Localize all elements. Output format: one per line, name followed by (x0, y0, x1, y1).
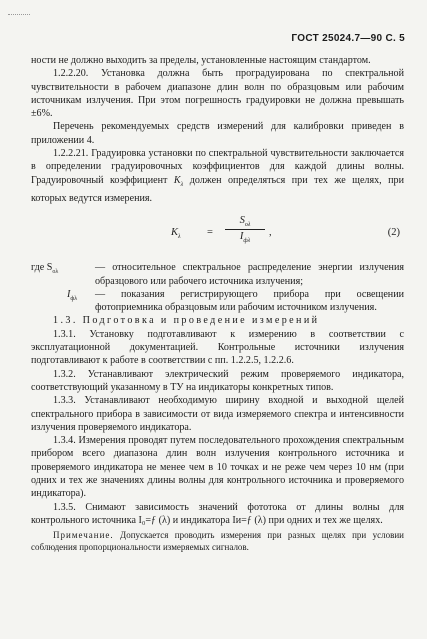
paragraph-1-3-5: 1.3.5. Снимают зависимость значений фототока от длины волны для контрольного источника I₀=ƒ (λ) и индикатора Iи=ƒ (λ) при одних и тех же щелях. (31, 501, 404, 526)
definition-s (31, 261, 404, 288)
note-label: Примечание. (53, 530, 114, 541)
section-heading-1-3: 1.3. Подготовка и проведение измерений (53, 315, 320, 327)
formula-lhs: $K_\lambda$ (171, 227, 181, 241)
formula-number: (2) (387, 227, 400, 239)
coefficient-symbol: $K_\lambda$ (173, 174, 184, 188)
paragraph-1-3-4: 1.3.4. Измерения проводят путем последовательного прохождения спектральным прибором всего диапазона длин волн излучения контрольного источника и проверяемого индикатора не менее чем в 10 точках и не реже чем через 10 нм (при одних и тех же значениях длины волны для контрольного источника и проверяемого индикатора). (31, 435, 404, 500)
corner-mark (8, 14, 30, 15)
formula-fraction (225, 215, 265, 244)
paragraph-1-3-2: 1.3.2. Устанавливают электрический режим проверяемого индикатора, соответствующий указанному в ТУ на индикаторы конкретных типов. (31, 368, 404, 393)
definition-term: $I_{ф\lambda}$ (67, 288, 78, 302)
paragraph-1-3-3: 1.3.3. Устанавливают необходимую ширину входной и выходной щелей спектрального прибора в зависимости от вида измеряемого спектра и интенсивности излучения проверяемого индикатора. (31, 395, 404, 433)
definition-term: где $S_{о\lambda}$ (31, 262, 59, 276)
paragraph-1-2-2-21 (31, 147, 404, 205)
formula-equals: = (207, 227, 213, 239)
definition-i (31, 288, 404, 315)
definition-body: — показания регистрирующего прибора при освещении фотоприемника образцовым или рабочим источником излучения. (95, 288, 404, 314)
note (31, 529, 404, 553)
formula-denominator: $I_{ф\lambda}$ (239, 231, 251, 245)
note-text: Допускается проводить измерения при разных щелях при условии соблюдения пропорциональности измеряемых сигналов. (31, 530, 404, 553)
formula-comma: , (269, 227, 272, 239)
page-header: ГОСТ 25024.7—90 С. 5 (291, 33, 405, 44)
document-body (31, 54, 404, 553)
paragraph-text-b: должен определяться при тех же щелях, при которых ведутся измерения. (31, 174, 405, 204)
paragraph-text-a: 1.2.2.21. Градуировка установки по спектральной чувствительности заключается в определении градуировочных коэффициентов для каждой длины волны. Градуировочный коэффициент (31, 148, 404, 186)
paragraph-1-3-1: 1.3.1. Установку подготавливают к измерению в соответствии с эксплуатационной документацией. Контрольные источники излучения подготавливают к работе в соответствии с пп. 1.2.2.5, 1.2.2.6. (31, 328, 404, 367)
formula-numerator: $S_{о\lambda}$ (239, 215, 251, 229)
paragraph-1-2-2-20: 1.2.2.20. Установка должна быть проградуирована по спектральной чувствительности в рабочем диапазоне длин волн по образцовым или рабочим источникам излучения. При этом погрешность градуировки не должна превышать ±6%. (31, 68, 404, 120)
fraction-bar (225, 229, 265, 230)
formula-2 (31, 215, 404, 253)
paragraph-continuation: ности не должно выходить за пределы, установленные настоящим стандартом. (31, 55, 371, 66)
paragraph-calibration-list: Перечень рекомендуемых средств измерений для калибровки приведен в приложении 4. (31, 121, 404, 146)
definition-body: — относительное спектральное распределение энергии излучения образцового или рабочего источника излучения; (95, 262, 404, 287)
definitions (31, 261, 404, 314)
